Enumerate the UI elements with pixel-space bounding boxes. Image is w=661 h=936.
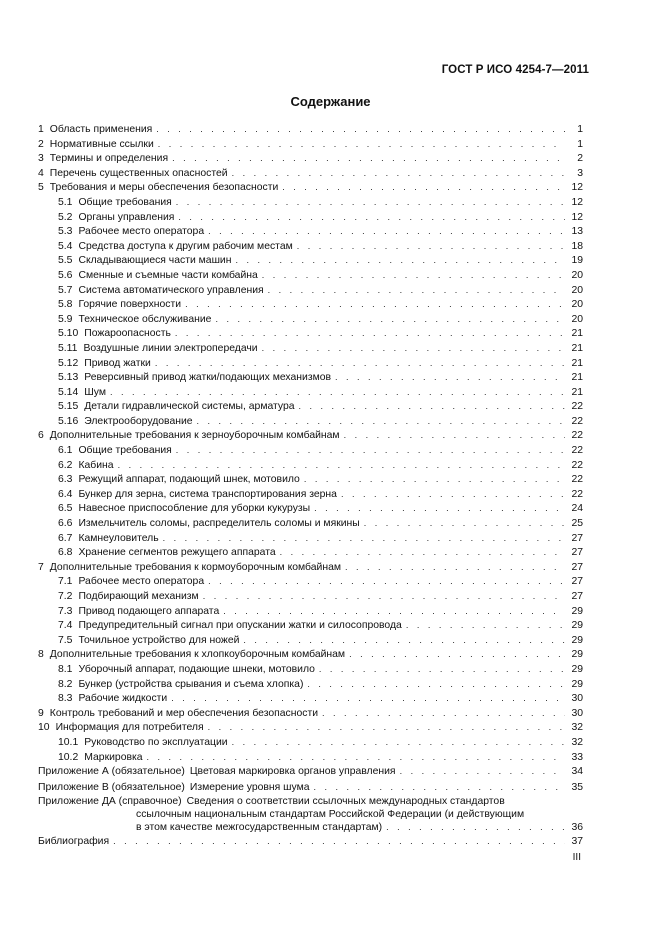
- toc-entry[interactable]: [38, 166, 583, 181]
- appendix-label: Приложение ДА (справочное): [38, 796, 182, 808]
- toc-page-number: 19: [571, 255, 583, 267]
- toc-page-number: 27: [571, 576, 583, 588]
- dot-leader: [185, 297, 565, 312]
- toc-page-number: 27: [571, 532, 583, 544]
- dot-leader: [208, 574, 565, 589]
- appendix-title-line-3: в этом качестве межгосударственным стандартам): [136, 822, 383, 834]
- toc-entry[interactable]: [38, 356, 583, 371]
- dot-leader: [319, 662, 565, 677]
- toc-page-number: 27: [571, 561, 583, 573]
- toc-entry[interactable]: [38, 239, 583, 254]
- toc-entry-number: 8.1: [58, 663, 73, 675]
- toc-entry[interactable]: [38, 487, 583, 502]
- toc-entry-label: Хранение сегментов режущего аппарата: [78, 547, 276, 559]
- dot-leader: [243, 633, 565, 648]
- toc-entry-label: Точильное устройство для ножей: [78, 634, 240, 646]
- toc-entry-label: Шум: [84, 386, 106, 398]
- toc-entry-label: Рабочее место оператора: [78, 226, 205, 238]
- toc-entry[interactable]: [38, 137, 583, 152]
- toc-entry-number: 8.2: [58, 678, 73, 690]
- toc-entry-label: Электрооборудование: [84, 415, 193, 427]
- toc-entry-number: 7.4: [58, 620, 73, 632]
- toc-page-number: 3: [577, 167, 583, 179]
- toc-page-number: 37: [571, 836, 583, 848]
- toc-entry-label: Общие требования: [78, 196, 172, 208]
- toc-entry-label: Навесное приспособление для уборки кукурузы: [78, 503, 311, 515]
- toc-entry[interactable]: [38, 647, 583, 662]
- toc-page-number: 21: [571, 328, 583, 340]
- toc-entry-label: Требования и меры обеспечения безопасности: [49, 182, 279, 194]
- toc-entry[interactable]: [38, 253, 583, 268]
- toc-entry-number: 5.8: [58, 299, 73, 311]
- toc-page-number: 21: [571, 386, 583, 398]
- toc-entry-label: Нормативные ссылки: [49, 138, 154, 150]
- toc-page-number: 22: [571, 488, 583, 500]
- toc-entry-label: Средства доступа к другим рабочим местам: [78, 240, 293, 252]
- toc-entry-label: Маркировка: [84, 751, 143, 763]
- dot-leader: [208, 224, 565, 239]
- toc-entry-number: 6.5: [58, 503, 73, 515]
- toc-entry-label: Реверсивный привод жатки/подающих механизмов: [84, 372, 332, 384]
- toc-entry[interactable]: [38, 428, 583, 443]
- appendix-title-line-2: ссылочным национальным стандартам Российской Федерации (и действующим: [136, 809, 525, 821]
- dot-leader: [299, 399, 565, 414]
- toc-entry-label: Бункер (устройства срывания и съема хлопка): [78, 678, 304, 690]
- toc-entry[interactable]: [38, 501, 583, 516]
- toc-entry-label: Предупредительный сигнал при опускании жатки и силосопровода: [78, 620, 402, 632]
- toc-entry-number: 5.1: [58, 196, 73, 208]
- toc-entry[interactable]: [38, 516, 583, 531]
- toc-entry-number: 5.7: [58, 284, 73, 296]
- toc-entry[interactable]: [38, 151, 583, 166]
- appendix-entries: [38, 764, 583, 795]
- toc-page-number: 12: [571, 182, 583, 194]
- toc-entry-label: Термины и определения: [49, 153, 169, 165]
- dot-leader: [335, 370, 565, 385]
- toc-entry-label: Дополнительные требования к кормоуборочным комбайнам: [49, 561, 341, 573]
- toc-entry-number: 4: [38, 167, 44, 179]
- dot-leader: [178, 210, 565, 225]
- toc-entry[interactable]: [38, 618, 583, 633]
- toc-page-number: 22: [571, 415, 583, 427]
- toc-entry[interactable]: [38, 268, 583, 283]
- toc-entry[interactable]: [38, 195, 583, 210]
- toc-entry-number: 5.16: [58, 415, 79, 427]
- toc-page-number: 22: [571, 430, 583, 442]
- dot-leader: [345, 560, 565, 575]
- toc-entry-label: Дополнительные требования к зерноуборочным комбайнам: [49, 430, 340, 442]
- toc-entry[interactable]: [38, 458, 583, 473]
- toc-entry[interactable]: [38, 180, 583, 195]
- toc-entry-number: 6.3: [58, 474, 73, 486]
- toc-entries: [38, 122, 583, 764]
- toc-entry-label: Горячие поверхности: [78, 299, 182, 311]
- toc-page-number: 34: [571, 766, 583, 778]
- toc-page-number: 12: [571, 211, 583, 223]
- dot-leader: [314, 780, 565, 795]
- dot-leader: [171, 691, 565, 706]
- toc-entry-label: Общие требования: [78, 445, 172, 457]
- toc-entry-bibliography[interactable]: [38, 834, 583, 849]
- toc-entry-label: Воздушные линии электропередачи: [83, 342, 258, 354]
- toc-entry-number: 5.15: [58, 401, 79, 413]
- toc-page-number: 12: [571, 196, 583, 208]
- dot-leader: [364, 516, 565, 531]
- toc-entry-number: 7.2: [58, 591, 73, 602]
- toc-entry-number: 5.3: [58, 226, 73, 238]
- toc-entry-label: Контроль требований и мер обеспечения безопасности: [49, 707, 319, 719]
- toc-page-number: 25: [571, 518, 583, 530]
- toc-entry-number: 7.5: [58, 634, 73, 646]
- toc-entry-label: Пожароопасность: [84, 328, 171, 340]
- dot-leader: [172, 151, 565, 166]
- toc-page-number: 30: [571, 707, 583, 719]
- standard-header: ГОСТ Р ИСО 4254-7—2011: [441, 64, 589, 76]
- toc-entry[interactable]: [38, 662, 583, 677]
- toc-entry[interactable]: [38, 531, 583, 546]
- toc-entry[interactable]: [38, 414, 583, 429]
- toc-page-number: 20: [571, 269, 583, 281]
- dot-leader: [314, 501, 565, 516]
- dot-leader: [147, 750, 565, 765]
- toc-entry-appendix[interactable]: [38, 764, 583, 780]
- toc-entry[interactable]: [38, 341, 583, 356]
- toc-entry-label: Информация для потребителя: [55, 722, 204, 734]
- toc-entry-label: Детали гидравлической системы, арматура: [84, 401, 295, 413]
- toc-page-number: 30: [571, 693, 583, 705]
- toc-page-number: 13: [571, 226, 583, 238]
- dot-leader: [262, 268, 565, 283]
- toc-page-number: 29: [571, 678, 583, 690]
- dot-leader: [235, 253, 565, 268]
- toc-entry-number: 7: [38, 561, 44, 573]
- toc-entry-number: 8: [38, 649, 44, 661]
- toc-entry-label: Уборочный аппарат, подающие шнеки, мотовило: [78, 663, 315, 675]
- dot-leader: [215, 312, 565, 327]
- toc-entry-label: Рабочие жидкости: [78, 693, 168, 705]
- dot-leader: [400, 764, 565, 779]
- toc-page-number: 27: [571, 591, 583, 602]
- toc-entry-label: Режущий аппарат, подающий шнек, мотовило: [78, 474, 300, 486]
- toc-entry[interactable]: [38, 297, 583, 312]
- dot-leader: [344, 428, 565, 443]
- toc-page-number: 21: [571, 372, 583, 384]
- toc-entry-number: 10.2: [58, 751, 79, 763]
- appendix-title-line-1: Сведения о соответствии ссылочных международных стандартов: [186, 796, 505, 808]
- toc-entry[interactable]: [38, 589, 583, 604]
- toc-entry-label: Складывающиеся части машин: [78, 255, 232, 267]
- dot-leader: [232, 166, 565, 181]
- toc-entry[interactable]: [38, 283, 583, 298]
- toc-page-number: 21: [571, 342, 583, 354]
- toc-entry-number: 8.3: [58, 693, 73, 705]
- dot-leader: [223, 604, 565, 619]
- appendix-label: Приложение В (обязательное): [38, 781, 185, 793]
- toc-page-number: 35: [571, 781, 583, 793]
- toc-entry-label: Сменные и съемные части комбайна: [78, 269, 258, 281]
- toc-entry[interactable]: [38, 312, 583, 327]
- dot-leader: [307, 677, 565, 692]
- toc-entry-number: 5.9: [58, 313, 73, 325]
- toc-page-number: 21: [571, 357, 583, 369]
- toc-page-number: 22: [571, 445, 583, 457]
- dot-leader: [203, 589, 565, 604]
- toc-entry[interactable]: [38, 122, 583, 137]
- toc-entry[interactable]: [38, 210, 583, 225]
- toc-entry-number: 6.2: [58, 459, 73, 471]
- dot-leader: [113, 834, 565, 849]
- toc-entry[interactable]: [38, 326, 583, 341]
- toc-entry-number: 5.5: [58, 255, 73, 267]
- toc-entry[interactable]: [38, 691, 583, 706]
- toc-entry-number: 5.4: [58, 240, 73, 252]
- toc-page-number: 29: [571, 663, 583, 675]
- dot-leader: [232, 735, 565, 750]
- toc-page-number: 27: [571, 547, 583, 559]
- toc-page-number: 22: [571, 401, 583, 413]
- toc-page-number: 20: [571, 299, 583, 311]
- toc-entry-label: Область применения: [49, 124, 153, 135]
- toc-entry[interactable]: [38, 385, 583, 400]
- toc-entry-label: Техническое обслуживание: [78, 313, 212, 325]
- dot-leader: [322, 706, 565, 721]
- toc-entry[interactable]: [38, 472, 583, 487]
- toc-page-number: 1: [577, 138, 583, 150]
- toc-entry-number: 5.2: [58, 211, 73, 223]
- toc-page-number: 29: [571, 605, 583, 617]
- toc-entry-number: 2: [38, 138, 44, 150]
- toc-entry-label: Камнеуловитель: [78, 532, 159, 544]
- toc-entry-number: 6.4: [58, 488, 73, 500]
- toc-page-number: 24: [571, 503, 583, 515]
- toc-entry-label: Привод жатки: [84, 357, 151, 369]
- dot-leader: [208, 720, 565, 735]
- toc-page-number: 32: [571, 722, 583, 734]
- appendix-label: Приложение А (обязательное): [38, 766, 185, 778]
- toc-entry[interactable]: [38, 604, 583, 619]
- toc-entry-number: 7.1: [58, 576, 73, 588]
- toc-entry[interactable]: [38, 706, 583, 721]
- toc-page-number: 29: [571, 620, 583, 632]
- toc-page-number: 20: [571, 313, 583, 325]
- toc-page-number: 32: [571, 736, 583, 748]
- toc-entry-number: 1: [38, 124, 44, 135]
- toc-entry-label: Рабочее место оператора: [78, 576, 205, 588]
- toc-page-number: 2: [577, 153, 583, 165]
- toc-entry-number: 5.6: [58, 269, 73, 281]
- dot-leader: [406, 618, 565, 633]
- dot-leader: [268, 283, 565, 298]
- dot-leader: [118, 458, 565, 473]
- toc-entry[interactable]: [38, 399, 583, 414]
- toc-entry-number: 5.10: [58, 328, 79, 340]
- toc-entry-number: 6.8: [58, 547, 73, 559]
- dot-leader: [176, 195, 565, 210]
- toc-page-number: 18: [571, 240, 583, 252]
- toc-entry-number: 10.1: [58, 736, 79, 748]
- toc-entry-number: 6: [38, 430, 44, 442]
- toc-entry[interactable]: [38, 370, 583, 385]
- toc-entry[interactable]: [38, 560, 583, 575]
- dot-leader: [304, 472, 565, 487]
- toc-entry-number: 10: [38, 722, 50, 734]
- toc-entry-label: Бункер для зерна, система транспортирования зерна: [78, 488, 337, 500]
- toc-page-number: 36: [571, 822, 583, 834]
- page-title: Содержание: [290, 94, 371, 109]
- toc-page-number: 22: [571, 474, 583, 486]
- toc-entry[interactable]: [38, 750, 583, 765]
- toc-entry-label: Кабина: [78, 459, 114, 471]
- toc-entry-number: 5.12: [58, 357, 79, 369]
- toc-entry-label: Перечень существенных опасностей: [49, 167, 228, 179]
- toc-entry-number: 3: [38, 153, 44, 165]
- dot-leader: [156, 122, 565, 137]
- toc-entry-number: 5.11: [58, 342, 78, 354]
- toc-entry[interactable]: [38, 443, 583, 458]
- toc-entry-number: 5.13: [58, 372, 79, 384]
- toc-entry-appendix-da[interactable]: [38, 795, 583, 834]
- toc-page-number: 33: [571, 751, 583, 763]
- toc-entry[interactable]: [38, 545, 583, 560]
- dot-leader: [262, 341, 565, 356]
- toc-entry-label: Руководство по эксплуатации: [84, 736, 228, 748]
- toc-entry[interactable]: [38, 735, 583, 750]
- dot-leader: [197, 414, 565, 429]
- dot-leader: [175, 326, 565, 341]
- dot-leader: [163, 531, 565, 546]
- toc-entry-appendix[interactable]: [38, 780, 583, 796]
- toc-entry-label: Библиография: [38, 836, 110, 848]
- toc-entry-label: Дополнительные требования к хлопкоуборочным комбайнам: [49, 649, 346, 661]
- toc-entry-label: Привод подающего аппарата: [78, 605, 220, 617]
- toc-page-number: 29: [571, 634, 583, 646]
- dot-leader: [176, 443, 565, 458]
- toc-page-number: 22: [571, 459, 583, 471]
- toc-entry[interactable]: [38, 633, 583, 648]
- toc-entry[interactable]: [38, 720, 583, 735]
- toc-entry-number: 5.14: [58, 386, 79, 398]
- toc-entry[interactable]: [38, 224, 583, 239]
- toc-page-number: 20: [571, 284, 583, 296]
- page-number: III: [572, 852, 581, 863]
- toc-entry-number: 6.6: [58, 518, 73, 530]
- dot-leader: [349, 647, 565, 662]
- toc-entry-label: Измельчитель соломы, распределитель соломы и мякины: [78, 518, 360, 530]
- dot-leader: [282, 180, 565, 195]
- toc-entry-label: Подбирающий механизм: [78, 591, 199, 602]
- dot-leader: [386, 821, 565, 834]
- dot-leader: [341, 487, 565, 502]
- toc-page-number: 29: [571, 649, 583, 661]
- table-of-contents: [38, 122, 583, 849]
- dot-leader: [155, 356, 565, 371]
- toc-entry-number: 6.1: [58, 445, 73, 457]
- toc-entry-number: 7.3: [58, 605, 73, 617]
- toc-entry-number: 5: [38, 182, 44, 194]
- appendix-title: Измерение уровня шума: [189, 781, 310, 793]
- toc-entry[interactable]: [38, 574, 583, 589]
- dot-leader: [280, 545, 565, 560]
- toc-entry-label: Система автоматического управления: [78, 284, 264, 296]
- toc-entry[interactable]: [38, 677, 583, 692]
- toc-entry-number: 9: [38, 707, 44, 719]
- toc-entry-number: 6.7: [58, 532, 73, 544]
- dot-leader: [297, 239, 565, 254]
- appendix-title: Цветовая маркировка органов управления: [189, 766, 396, 778]
- dot-leader: [110, 385, 565, 400]
- toc-entry-label: Органы управления: [78, 211, 175, 223]
- dot-leader: [158, 137, 565, 152]
- toc-page-number: 1: [577, 124, 583, 135]
